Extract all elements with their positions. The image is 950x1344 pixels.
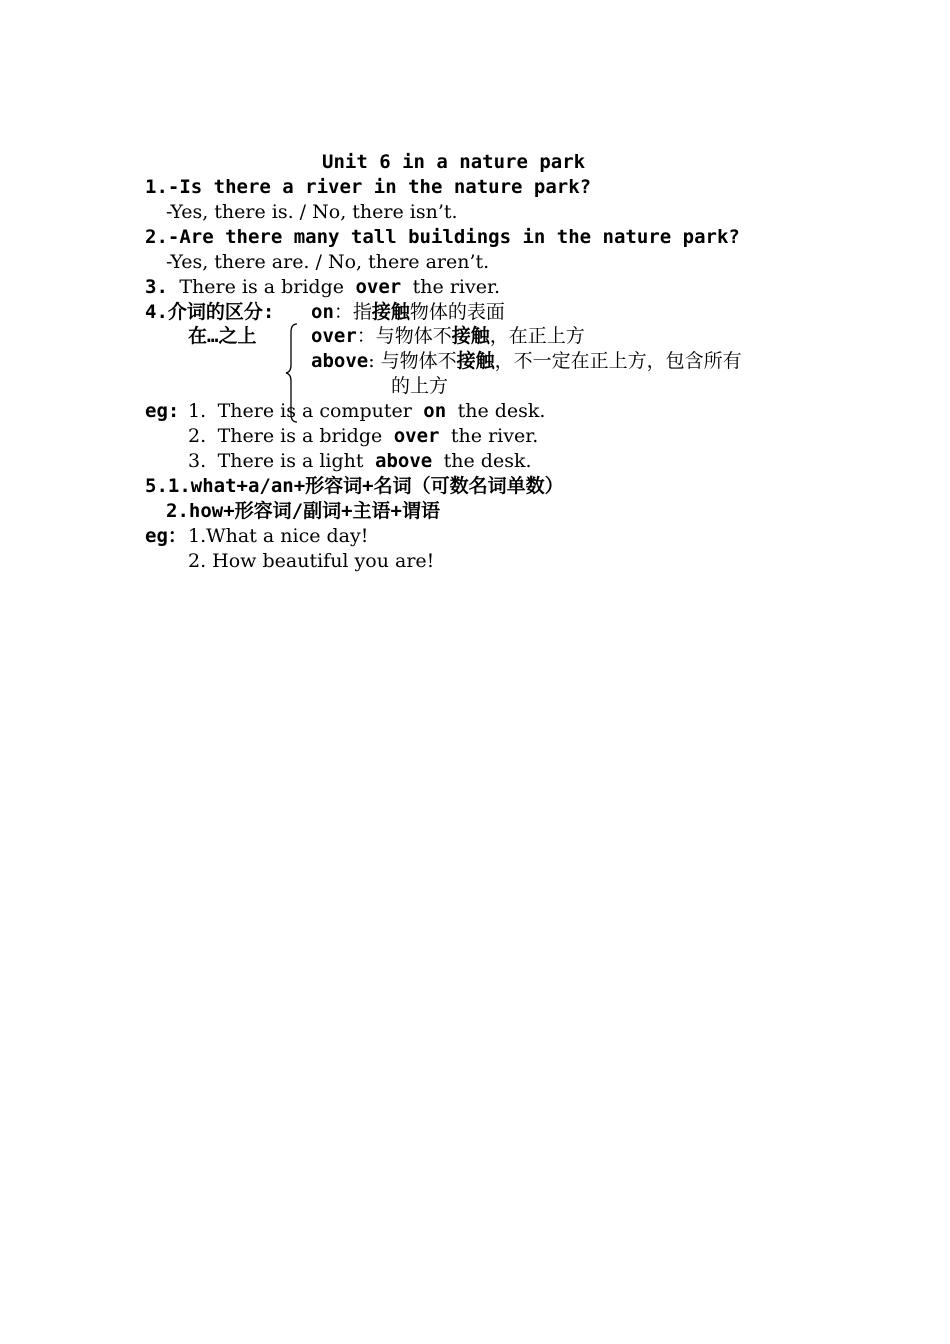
item-3 <box>145 275 500 300</box>
example-1-2-text-end: the river. <box>450 425 539 447</box>
example-label-1: eg: <box>145 400 180 422</box>
example-1-2-keyword: over <box>393 425 440 447</box>
item-3-number: 3. <box>145 276 168 298</box>
rule-on-sep: ：指 <box>333 301 372 323</box>
rule-on <box>311 300 505 325</box>
answer-2: -Yes, there are. / No, there aren’t. <box>166 251 490 273</box>
item-3-keyword: over <box>355 276 402 298</box>
question-2: 2.-Are there many tall buildings in the nature park? <box>145 226 740 248</box>
item-3-text-end: the river. <box>412 276 500 298</box>
example-1-3-number: 3. <box>188 450 207 472</box>
rule-over-sep: ：与物体不 <box>356 325 452 347</box>
group-label: 在…之上 <box>188 325 257 347</box>
rule-above-word: above <box>311 350 369 372</box>
page-title: Unit 6 in a nature park <box>322 151 586 173</box>
question-1: 1.-Is there a river in the nature park? <box>145 176 592 198</box>
example-1-3-keyword: above <box>375 450 433 472</box>
example-1-3-text-start: There is a light <box>217 450 364 472</box>
rule-above <box>311 349 742 374</box>
rule-above-sep: : 与物体不 <box>368 350 457 372</box>
example-1-2-text-start: There is a bridge <box>217 425 383 447</box>
rule-above-continued: 的上方 <box>391 375 449 397</box>
rule-over-word: over <box>311 325 357 347</box>
example-label-2: eg： <box>145 525 187 547</box>
item-5-line-2: 2.how+形容词/副词+主语+谓语 <box>166 500 440 522</box>
answer-1: -Yes, there is. / No, there isn’t. <box>166 201 458 223</box>
example-1-1 <box>188 399 545 424</box>
example-1-3-text-end: the desk. <box>443 450 532 472</box>
example-1-3 <box>188 449 532 474</box>
rule-over <box>311 324 585 349</box>
rule-on-keyword: 接触 <box>371 301 410 323</box>
item-4-heading: 4.介词的区分: <box>145 301 275 323</box>
rule-over-keyword: 接触 <box>451 325 490 347</box>
rule-above-keyword: 接触 <box>456 350 495 372</box>
rule-over-rest: ，在正上方 <box>489 325 585 347</box>
rule-above-rest: ，不一定在正上方，包含所有 <box>494 350 742 372</box>
example-2-1: 1.What a nice day! <box>188 525 369 547</box>
item-3-text-start: There is a bridge <box>179 276 344 298</box>
example-1-2 <box>188 424 538 449</box>
example-2-2: 2. How beautiful you are! <box>188 550 435 572</box>
example-1-1-keyword: on <box>423 400 447 422</box>
example-1-1-number: 1. <box>188 400 207 422</box>
item-5-line-1: 5.1.what+a/an+形容词+名词（可数名词单数） <box>145 475 564 497</box>
example-1-1-text-end: the desk. <box>457 400 546 422</box>
rule-on-rest: 物体的表面 <box>409 301 505 323</box>
example-1-1-text-start: There is a computer <box>217 400 412 422</box>
rule-on-word: on <box>311 301 334 323</box>
example-1-2-number: 2. <box>188 425 207 447</box>
